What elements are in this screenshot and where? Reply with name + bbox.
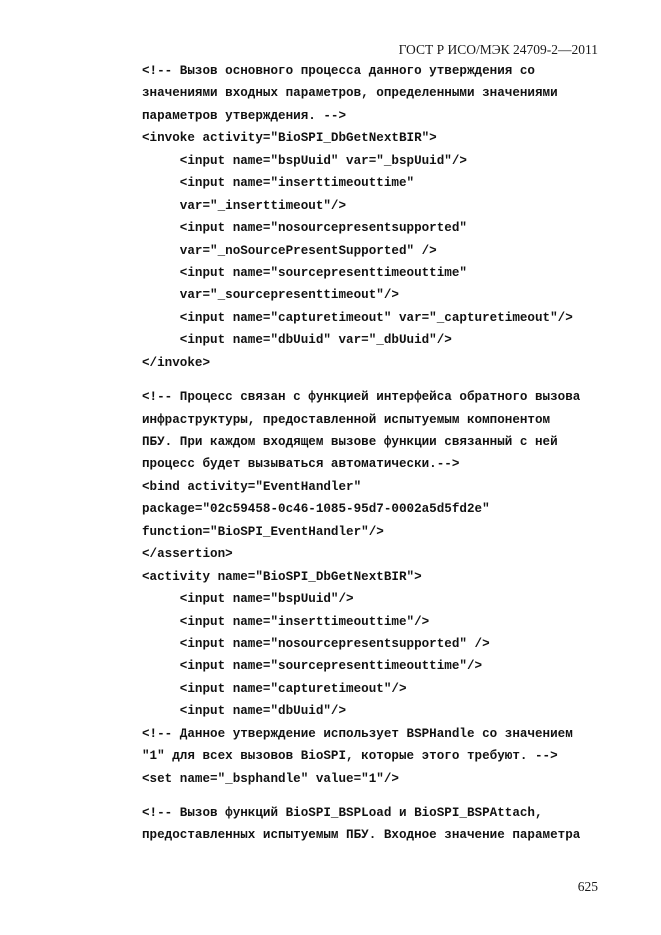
blank-line <box>142 790 612 802</box>
code-line: <!-- Вызов функций BioSPI_BSPLoad и BioSPI_BSPAttach, <box>142 806 543 820</box>
code-line: var="_sourcepresenttimeout"/> <box>142 288 399 303</box>
code-line: ПБУ. При каждом входящем вызове функции связанный с ней <box>142 435 558 449</box>
code-line: var="_inserttimeout"/> <box>142 198 347 213</box>
code-line: <input name="sourcepresenttimeouttime" <box>142 265 467 280</box>
code-line: процесс будет вызываться автоматически.--> <box>142 457 460 472</box>
code-line: function="BioSPI_EventHandler"/> <box>142 524 384 539</box>
code-line: <input name="nosourcepresentsupported" /> <box>142 636 490 651</box>
code-line: <bind activity="EventHandler" <box>142 479 362 494</box>
code-line: <input name="dbUuid"/> <box>142 704 347 719</box>
code-line: <input name="dbUuid" var="_dbUuid"/> <box>142 333 452 348</box>
code-line: </assertion> <box>142 547 233 562</box>
code-line: параметров утверждения. --> <box>142 108 347 123</box>
code-line: package="02c59458-0c46-1085-95d7-0002a5d5fd2e" <box>142 502 490 517</box>
code-line: <input name="inserttimeouttime" <box>142 176 415 191</box>
code-line: <activity name="BioSPI_DbGetNextBIR"> <box>142 569 422 584</box>
code-line: <input name="capturetimeout" var="_capturetimeout"/> <box>142 310 573 325</box>
code-line: <invoke activity="BioSPI_DbGetNextBIR"> <box>142 131 437 146</box>
code-line: var="_noSourcePresentSupported" /> <box>142 243 437 258</box>
blank-line <box>142 374 612 386</box>
page-header-standard: ГОСТ Р ИСО/МЭК 24709-2—2011 <box>398 42 598 57</box>
code-line: <input name="bspUuid"/> <box>142 592 354 607</box>
code-line: <!-- Процесс связан с функцией интерфейса обратного вызова <box>142 390 581 405</box>
page-number: 625 <box>577 879 598 894</box>
code-line: значениями входных параметров, определенными значениями <box>142 86 558 101</box>
code-line: <input name="inserttimeouttime"/> <box>142 614 430 629</box>
code-line: инфраструктуры, предоставленной испытуемым компонентом <box>142 412 551 427</box>
code-line: </invoke> <box>142 355 211 370</box>
code-line: предоставленных испытуемым ПБУ. Входное значение параметра <box>142 828 581 843</box>
code-line: <input name="nosourcepresentsupported" <box>142 221 467 236</box>
code-line: <input name="sourcepresenttimeouttime"/> <box>142 659 483 674</box>
code-line: "1" для всех вызовов BioSPI, которые этого требуют. --> <box>142 749 558 764</box>
code-line: <!-- Данное утверждение использует BSPHandle со значением <box>142 726 573 741</box>
code-line: <input name="capturetimeout"/> <box>142 681 407 696</box>
code-line: <!-- Вызов основного процесса данного утверждения со <box>142 64 535 78</box>
code-line: <input name="bspUuid" var="_bspUuid"/> <box>142 153 467 168</box>
code-line: <set name="_bsphandle" value="1"/> <box>142 771 399 786</box>
code-listing <box>142 60 612 847</box>
